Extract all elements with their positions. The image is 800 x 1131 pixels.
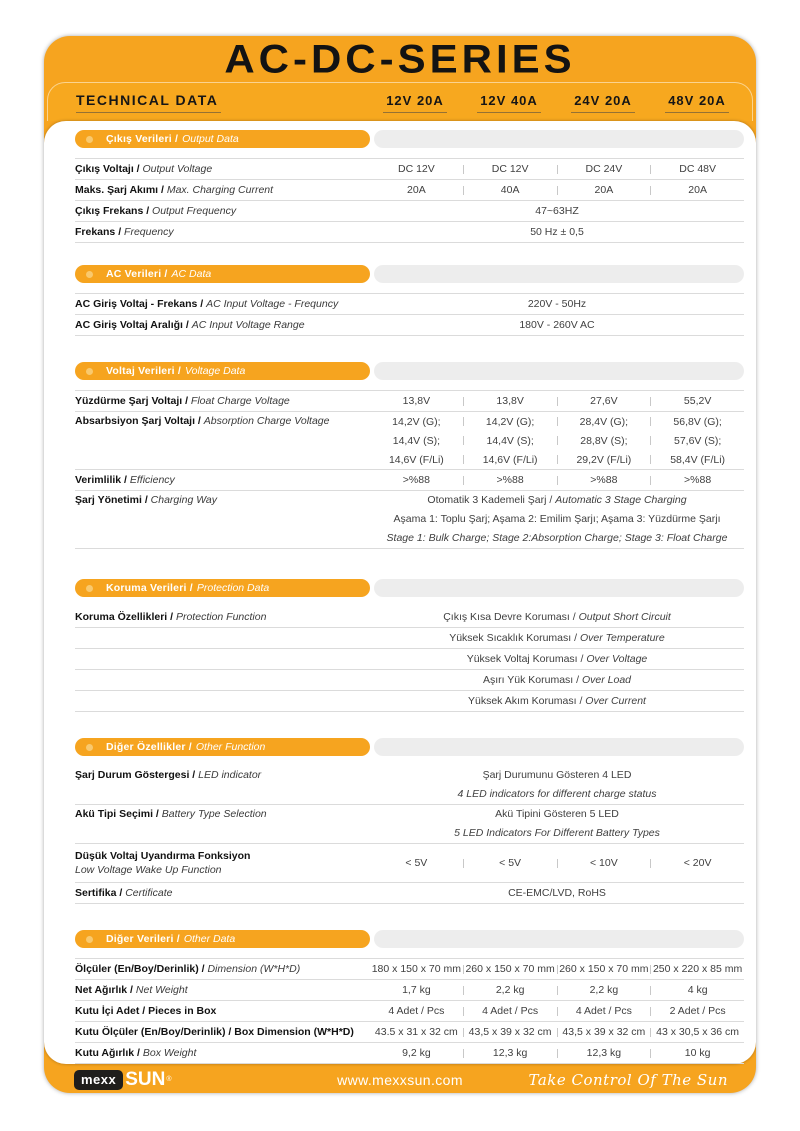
content-panel (44, 121, 756, 1064)
column-header-label: 48V 20A (665, 93, 729, 113)
section-title-tr: Diğer Özellikler / (106, 741, 192, 753)
span-text-en: Stage 1: Bulk Charge; Stage 2:Absorption Charge; Stage 3: Float Charge (386, 532, 728, 544)
bullet-dot-icon (86, 936, 93, 943)
logo-sun-text: SUN (125, 1068, 166, 1090)
section-pill (75, 265, 370, 283)
row-label-tr: Şarj Durum Göstergesi / (75, 769, 196, 781)
spec-value-span: 50 Hz ± 0,5 (530, 225, 584, 238)
row-label-tr: Net Ağırlık / (75, 983, 133, 996)
spec-value-span (370, 650, 744, 669)
spec-row-led-indicator (75, 766, 744, 805)
row-label (75, 471, 370, 490)
spec-value-span: Şarj Durumunu Gösteren 4 LED (482, 769, 632, 781)
section-other-function (75, 738, 744, 904)
spec-row-net-weight (75, 980, 744, 1001)
row-value-lines (370, 766, 744, 804)
section-output-data (75, 130, 744, 243)
section-pill (75, 579, 370, 597)
row-label (75, 805, 370, 824)
row-label (75, 960, 370, 979)
row-label-en: Output Frequency (152, 204, 237, 217)
row-label-en: AC Input Voltage - Frequncy (206, 297, 339, 310)
spec-value: >%88 (496, 474, 524, 486)
span-text-en: Over Current (585, 694, 646, 707)
spec-value-span: CE-EMC/LVD, RoHS (508, 886, 606, 899)
spec-value: 2,2 kg (495, 984, 525, 996)
column-header-label: 24V 20A (571, 93, 635, 113)
row-label-tr: Kutu İçi Adet / Pieces in Box (75, 1004, 217, 1017)
row-label (75, 412, 370, 431)
spec-value: 14,6V (F/Li) (482, 453, 538, 466)
section-title-en: AC Data (171, 268, 212, 280)
section-title-tr: AC Verileri / (106, 268, 168, 280)
section-pill (75, 738, 370, 756)
row-label-en: Low Voltage Wake Up Function (75, 864, 222, 876)
spec-value: 20A (594, 184, 614, 196)
span-text-en: Over Load (581, 673, 632, 686)
spec-row-pieces-in-box (75, 1001, 744, 1022)
spec-row-protection-4 (75, 670, 744, 691)
logo-mexx-box: mexx (74, 1070, 123, 1090)
spec-value-span: 5 LED Indicators For Different Battery Types (454, 827, 660, 839)
spec-row-frequency (75, 222, 744, 243)
row-values (370, 181, 744, 200)
row-values (370, 412, 744, 431)
spec-row-certificate (75, 883, 744, 904)
spec-row-battery-type (75, 805, 744, 844)
row-label-en: Float Charge Voltage (190, 394, 290, 407)
spec-value: 12,3 kg (492, 1047, 528, 1059)
row-value-lines (370, 805, 744, 843)
spec-value: >%88 (590, 474, 618, 486)
span-text-tr: Aşırı Yük Koruması / (482, 673, 580, 686)
spec-value: 260 x 150 x 70 mm (465, 963, 555, 975)
row-label-tr: Akü Tipi Seçimi / (75, 808, 159, 820)
row-label-tr: Çıkış Frekans / (75, 204, 150, 217)
spec-value: DC 12V (397, 163, 435, 175)
row-label-en: Output Voltage (142, 162, 213, 175)
bullet-dot-icon (86, 136, 93, 143)
section-voltage-data (75, 362, 744, 549)
spec-value: 58,4V (F/Li) (670, 453, 726, 466)
spec-row-protection-3 (75, 649, 744, 670)
row-values (370, 1023, 744, 1042)
row-label-en: Efficiency (129, 473, 175, 486)
row-label-en: Certificate (125, 886, 173, 899)
brand-slogan: Take Control Of The Sun (528, 1070, 728, 1089)
spec-value: 4 Adet / Pcs (388, 1005, 445, 1017)
spec-value: >%88 (402, 474, 430, 486)
website-url[interactable]: www.mexxsun.com (337, 1071, 463, 1088)
datasheet-card (44, 36, 756, 1093)
row-label (75, 392, 370, 411)
spec-row-output-voltage (75, 159, 744, 180)
spec-table (75, 293, 744, 336)
bullet-dot-icon (86, 271, 93, 278)
spec-value-span (370, 510, 744, 529)
brand-logo (74, 1069, 172, 1091)
row-label-en: Box Weight (142, 1046, 197, 1059)
spec-row-protection-1 (75, 607, 744, 628)
section-title-tr: Koruma Verileri / (106, 582, 193, 594)
spec-row-charging-way (75, 491, 744, 549)
spec-table (75, 158, 744, 243)
row-label-tr: Yüzdürme Şarj Voltajı / (75, 394, 188, 407)
row-label-en: LED indicator (198, 769, 262, 781)
row-label-tr: AC Giriş Voltaj Aralığı / (75, 318, 189, 331)
spec-value: 14,2V (G); (392, 415, 441, 428)
spec-value: < 20V (683, 857, 712, 869)
spec-value: 28,8V (S); (580, 434, 628, 447)
section-pill (75, 130, 370, 148)
spec-value: 2,2 kg (589, 984, 619, 996)
span-text-en: Over Voltage (586, 652, 648, 665)
row-label (75, 1044, 370, 1063)
section-header-bar (374, 362, 744, 380)
row-label (75, 491, 370, 510)
spec-value-span (370, 629, 744, 648)
spec-table (75, 607, 744, 712)
spec-value-span: 4 LED indicators for different charge status (457, 788, 657, 800)
technical-data-label-wrap (76, 92, 368, 113)
bullet-dot-icon (86, 744, 93, 751)
section-title-en: Voltage Data (185, 365, 246, 377)
column-header-24v20a (556, 92, 650, 113)
column-header-label: 12V 20A (383, 93, 447, 113)
spec-value-span: 47~63HZ (535, 204, 579, 217)
section-ac-data (75, 265, 744, 336)
model-columns (368, 92, 744, 113)
spec-value-span (370, 608, 744, 627)
spec-row-box-weight (75, 1043, 744, 1064)
section-header-bar (374, 930, 744, 948)
row-label-en: Charging Way (150, 494, 218, 506)
spec-value: < 5V (499, 857, 522, 869)
row-label-en: Dimension (W*H*D) (207, 962, 301, 975)
spec-value: 14,4V (S); (486, 434, 534, 447)
spec-value-span (370, 692, 744, 711)
spec-value: 4 Adet / Pcs (575, 1005, 632, 1017)
spec-value: 1,7 kg (402, 984, 431, 996)
spec-value: 14,4V (S); (392, 434, 441, 447)
spec-value: 27,6V (590, 395, 618, 407)
row-values (370, 1002, 744, 1021)
span-text-tr: Çıkış Kısa Devre Koruması / (443, 610, 576, 623)
spec-value: DC 48V (679, 163, 716, 175)
spec-value: 29,2V (F/Li) (576, 453, 632, 466)
section-header (75, 130, 744, 148)
spec-value: 12,3 kg (586, 1047, 622, 1059)
span-text-tr: Otomatik 3 Kademeli Şarj / (427, 494, 553, 506)
row-label-tr: Frekans / (75, 225, 122, 238)
row-label (75, 766, 370, 785)
section-title-en: Protection Data (196, 582, 270, 594)
footer-bar (44, 1064, 756, 1093)
spec-value: 43.5 x 31 x 32 cm (374, 1026, 458, 1038)
spec-value-span: 220V - 50Hz (527, 297, 587, 310)
spec-value: 250 x 220 x 85 mm (652, 963, 743, 975)
row-label-tr: Sertifika / (75, 886, 123, 899)
spec-row-max-current (75, 180, 744, 201)
row-label (75, 223, 370, 242)
section-header-bar (374, 130, 744, 148)
spec-value: 14,6V (F/Li) (388, 453, 444, 466)
row-values (370, 854, 744, 873)
spec-row-dimension (75, 959, 744, 980)
spec-value: >%88 (684, 474, 712, 486)
row-label-tr: Kutu Ağırlık / (75, 1046, 140, 1059)
spec-row-ac-input-vf (75, 294, 744, 315)
spec-row-float-voltage (75, 391, 744, 412)
section-title-en: Output Data (182, 133, 239, 145)
row-value-lines (370, 491, 744, 548)
spec-value: 56,8V (G); (673, 415, 722, 428)
spec-row-ac-input-range (75, 315, 744, 336)
spec-value: 2 Adet / Pcs (669, 1005, 726, 1017)
spec-value: 180 x 150 x 70 mm (371, 963, 462, 975)
row-label-en: Max. Charging Current (166, 183, 274, 196)
span-text-tr: Aşama 1: Toplu Şarj; Aşama 2: Emilim Şarjı; Aşama 3: Yüzdürme Şarjı (393, 513, 721, 525)
column-header-12v40a (462, 92, 556, 113)
section-header (75, 930, 744, 948)
row-label-tr: Düşük Voltaj Uyandırma Fonksiyon (75, 850, 251, 862)
section-header (75, 362, 744, 380)
row-values (370, 960, 744, 979)
row-values (370, 431, 744, 450)
row-label (75, 608, 370, 627)
bullet-dot-icon (86, 368, 93, 375)
title-row (44, 36, 756, 82)
column-header-48v20a (650, 92, 744, 113)
spec-value: 260 x 150 x 70 mm (559, 963, 649, 975)
row-label-en: Battery Type Selection (161, 808, 267, 820)
section-title-tr: Voltaj Verileri / (106, 365, 181, 377)
row-label (75, 295, 370, 314)
section-header (75, 265, 744, 283)
section-header-bar (374, 579, 744, 597)
spec-value: 28,4V (G); (579, 415, 629, 428)
spec-value: 43,5 x 39 x 32 cm (562, 1026, 646, 1038)
spec-value: < 10V (590, 857, 618, 869)
spec-value-span (370, 671, 744, 690)
row-label-en: Absorption Charge Voltage (203, 415, 330, 427)
column-header-12v20a (368, 92, 462, 113)
spec-value: 43 x 30,5 x 36 cm (656, 1026, 740, 1038)
row-label-en: Protection Function (175, 610, 267, 623)
row-values (370, 160, 744, 179)
row-label-tr: Maks. Şarj Akımı / (75, 183, 164, 196)
spec-value: 55,2V (683, 395, 712, 407)
row-label (75, 884, 370, 903)
spec-value-span: 180V - 260V AC (519, 318, 595, 331)
spec-row-protection-5 (75, 691, 744, 712)
row-values (370, 450, 744, 469)
section-header (75, 579, 744, 597)
spec-table (75, 958, 744, 1064)
row-label (75, 181, 370, 200)
row-label-tr: Çıkış Voltajı / (75, 162, 140, 175)
section-title-en: Other Function (195, 741, 266, 753)
spec-table (75, 390, 744, 549)
spec-row-output-frequency (75, 201, 744, 222)
span-text-en: Output Short Circuit (578, 610, 671, 623)
spec-row-wakeup (75, 844, 744, 883)
spec-row-efficiency (75, 470, 744, 491)
technical-data-bar (47, 82, 753, 121)
page-title: AC-DC-SERIES (224, 36, 576, 81)
spec-table (75, 766, 744, 904)
section-pill (75, 930, 370, 948)
row-label-en: Frequency (124, 225, 174, 238)
row-label-tr: Koruma Özellikleri / (75, 610, 174, 623)
row-label (75, 160, 370, 179)
row-label-tr: Kutu Ölçüler (En/Boy/Derinlik) / Box Dimension (W*H*D) (75, 1025, 354, 1038)
registered-trademark-icon: ® (166, 1076, 172, 1083)
spec-value-span: Akü Tipini Gösteren 5 LED (495, 808, 619, 820)
row-values (370, 1044, 744, 1063)
section-title-en: Other Data (183, 933, 236, 945)
section-header (75, 738, 744, 756)
row-label-en: AC Input Voltage Range (191, 318, 305, 331)
spec-value: 10 kg (684, 1047, 711, 1059)
spec-value-span (370, 529, 744, 548)
section-title-tr: Diğer Verileri / (106, 933, 180, 945)
row-label (75, 1002, 370, 1021)
bullet-dot-icon (86, 585, 93, 592)
section-header-bar (374, 738, 744, 756)
spec-value: 4 Adet / Pcs (482, 1005, 539, 1017)
spec-value: < 5V (405, 857, 428, 869)
span-text-tr: Yüksek Sıcaklık Koruması / (449, 631, 578, 644)
spec-row-absorption-voltage (75, 412, 744, 470)
row-values (370, 471, 744, 490)
spec-value: 9,2 kg (402, 1047, 431, 1059)
section-header-bar (374, 265, 744, 283)
row-values (370, 981, 744, 1000)
spec-value: DC 24V (585, 163, 623, 175)
span-text-tr: Yüksek Akım Koruması / (468, 694, 583, 707)
spec-value: DC 12V (491, 163, 529, 175)
row-label-tr: Şarj Yönetimi / (75, 494, 148, 506)
technical-data-label: TECHNICAL DATA (76, 92, 221, 113)
row-value-lines (370, 412, 744, 469)
spec-value-span (370, 491, 744, 510)
row-label-tr: AC Giriş Voltaj - Frekans / (75, 297, 204, 310)
spec-value: 43,5 x 39 x 32 cm (468, 1026, 552, 1038)
row-label-tr: Ölçüler (En/Boy/Derinlik) / (75, 962, 205, 975)
row-values (370, 392, 744, 411)
span-text-en: Over Temperature (579, 631, 665, 644)
row-label (75, 202, 370, 221)
spec-row-box-dimension (75, 1022, 744, 1043)
row-label-tr: Verimlilik / (75, 473, 127, 486)
section-pill (75, 362, 370, 380)
spec-value: 14,2V (G); (485, 415, 535, 428)
spec-row-protection-2 (75, 628, 744, 649)
column-header-label: 12V 40A (477, 93, 541, 113)
row-label (75, 844, 370, 882)
spec-value: 20A (688, 184, 707, 196)
row-label-tr: Absarbsiyon Şarj Voltajı / (75, 415, 201, 427)
row-label (75, 316, 370, 335)
row-label (75, 1023, 370, 1042)
span-text-tr: Yüksek Voltaj Koruması / (466, 652, 584, 665)
spec-value: 20A (407, 184, 426, 196)
span-text-en: Automatic 3 Stage Charging (555, 494, 687, 506)
spec-value: 57,6V (S); (673, 434, 722, 447)
row-label (75, 981, 370, 1000)
spec-value: 13,8V (496, 395, 524, 407)
spec-value: 4 kg (687, 984, 708, 996)
section-title-tr: Çıkış Verileri / (106, 133, 179, 145)
spec-value: 13,8V (402, 395, 431, 407)
spec-value: 40A (500, 184, 520, 196)
section-other-data (75, 930, 744, 1064)
row-label-en: Net Weight (135, 983, 188, 996)
section-protection-data (75, 579, 744, 712)
